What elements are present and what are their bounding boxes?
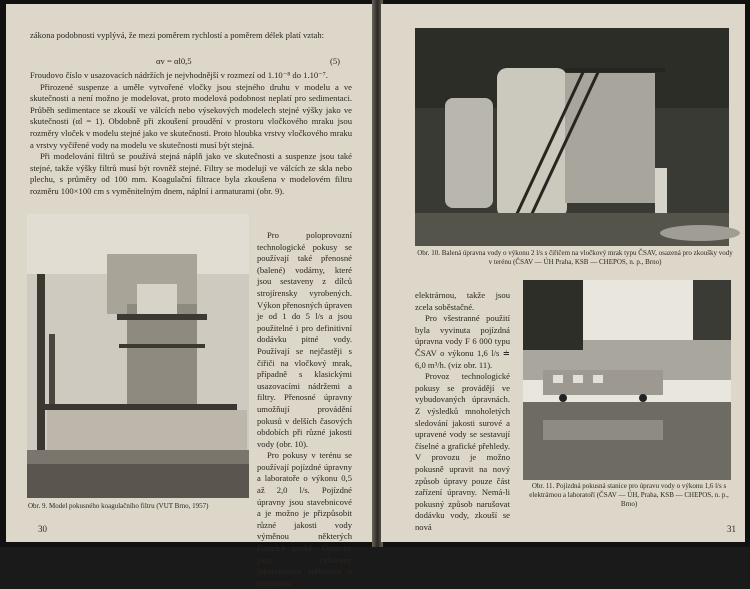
right-column-text	[415, 290, 510, 533]
right-page	[381, 4, 745, 542]
paragraph: Pro pokusy v terénu se používají pojízdné úpravny a laboratoře o výkonu 0,5 až 2,0 l/s. Pojízdné úpravny jsou stavebnicové a je možno je přizpůsobit různé jakosti vody výměnou některých čisticích prvků. Úpravny jsou vybaveny laboratorním zařízením a pojízdnou	[257, 450, 352, 588]
figure-9-caption: Obr. 9. Model pokusného koagulačního filtru (VUT Brno, 1957)	[28, 502, 209, 510]
left-text-top	[30, 30, 352, 42]
paragraph: Pro všestranné použití byla vyvinuta pojízdná úpravna vody F 6 000 typu ČSAV o výkonu 1,6 l/s ≐ 6,0 m³/h. (viz obr. 11).	[415, 313, 510, 370]
figure-11-photo	[523, 280, 731, 480]
equation-number: (5)	[330, 56, 341, 66]
figure-10-caption: Obr. 10. Balená úpravna vody o výkonu 2 l/s s čiřičem na vločkový mrak typu ČSAV, osazená pro zkoušky vody v terénu (ČSAV — ÚH Praha, KSB — CHEPOS, n. p., Brno)	[417, 249, 733, 266]
figure-10-photo	[415, 28, 729, 246]
figure-9-photo	[27, 214, 249, 498]
equation: αv = αl0,5	[156, 56, 192, 66]
left-column-text	[257, 230, 352, 589]
paragraph: zákona podobnosti vyplývá, že mezi poměrem rychlostí a poměrem délek platí vztah:	[30, 30, 325, 40]
left-page	[6, 4, 374, 588]
page-number: 31	[727, 524, 736, 534]
figure-11-caption: Obr. 11. Pojízdná pokusná stanice pro úpravu vody o výkonu 1,6 l/s s elektrárnou a laboratoří (ČSAV — ÚH, Praha, KSB — CHEPOS, n. p., Brno)	[529, 482, 729, 508]
paragraph: Přirozené suspenze a uměle vytvořené vločky jsou stejného druhu v modelu a ve skutečnosti a není možno je modelovat, proto modelová podobnost neplatí pro sedimentaci. Průběh sedimentace se zkouší ve válcích nebo výsekových modelech stejné výšky jako ve skutečnosti (αl = 1). Obdobně při zkoušení proudění v prostoru vločkového mraku jsou rozměry vloček v modelu stejné jako ve skutečnosti. Proto hloubka vrstvy vločkového mraku a vrstvy vyčiřené vody na modelu ve skutečnosti musí být stejná.	[30, 81, 352, 150]
paragraph: Provoz technologické pokusy se provádějí ve vybudovaných úpravnách. Z výsledků mnoholetých sledování jakosti surové a upravené vody se sestavují číselné a grafické přehledy. V provozu je možno pokusně upravit na nový způsob úpravy pouze část zařízení úpravny. Nemá-li pokusný způsob narušovat dodávku vody, zkouší se nová	[415, 371, 510, 532]
paragraph: Při modelování filtrů se používá stejná náplň jako ve skutečnosti a suspenze jsou také stejné, takže výšky filtrů musí být rovněž stejné. Filtry se modelují ve válcích ze skla nebo plechu, s průměry od 100 mm. Koagulační filtrace byla zkoušena v modelovém filtru rozměru 100×100 cm s vyměnitelným dnem, náplní i armaturami (obr. 9).	[30, 151, 352, 196]
paragraph: Pro poloprovozní technologické pokusy se používají také přenosné (balené) vodárny, které jsou sestaveny z dílců strojírensky vyrobených. Výkon přenosných úpraven je od 1 do 5 l/s a jsou použitelné i pro definitivní dodávku pitné vody. Používají se nejčastěji s čiřiči na vločkový mrak, případně s klasickými usazovacími nádržemi a filtry. Přenosné úpravny umožňují provádění pokusů v delších časových obdobích při různé jakosti vody (obr. 10).	[257, 230, 352, 449]
paragraph: elektrárnou, takže jsou zcela soběstačné.	[415, 290, 510, 312]
left-text-body	[30, 70, 352, 198]
paragraph: Froudovo číslo v usazovacích nádržích je nejvhodnější v rozmezí od 1.10⁻⁸ do 1.10⁻⁷.	[30, 70, 328, 80]
page-number: 30	[38, 524, 47, 534]
